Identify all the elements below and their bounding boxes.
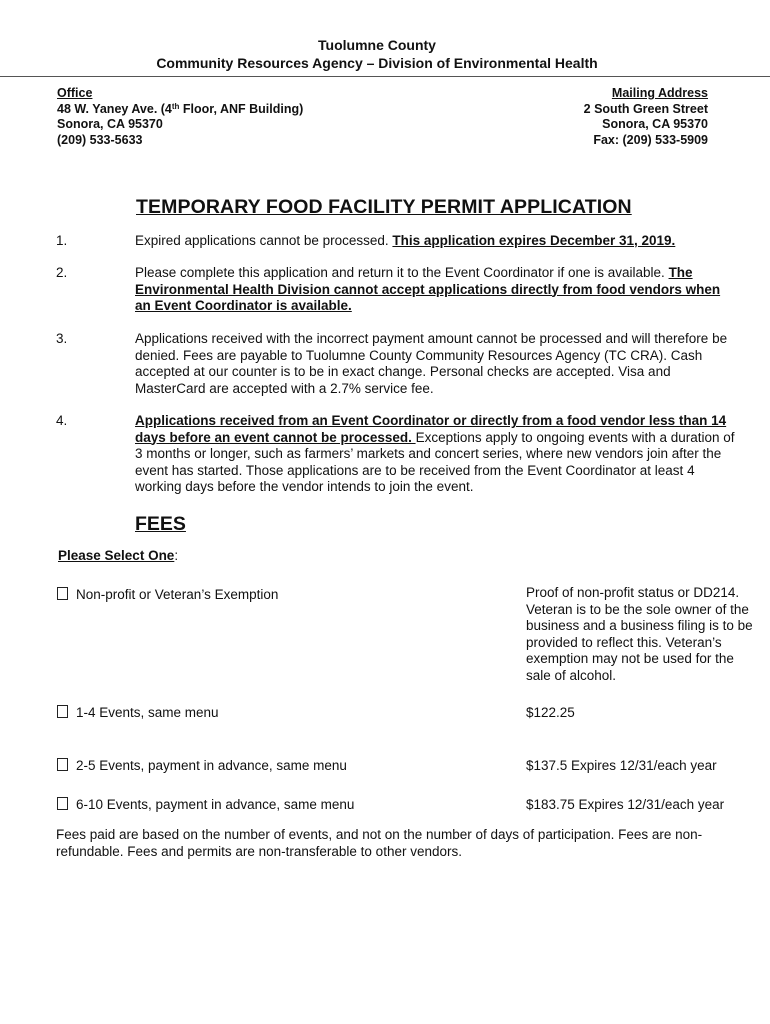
mailing-line1: 2 South Green Street <box>583 101 708 116</box>
checkbox-2-5-events[interactable] <box>57 758 68 771</box>
page-title: TEMPORARY FOOD FACILITY PERMIT APPLICATION <box>136 196 632 218</box>
option-1-4-events-label: 1-4 Events, same menu <box>76 705 219 720</box>
item-4-text <box>135 413 735 496</box>
mailing-line2: Sonora, CA 95370 <box>602 117 708 131</box>
office-line1-a: 48 W. Yaney Ave. (4 <box>57 101 172 116</box>
checkbox-6-10-events[interactable] <box>57 797 68 810</box>
option-nonprofit[interactable] <box>57 587 278 602</box>
office-address <box>57 86 303 148</box>
item-3-number: 3. <box>56 331 68 346</box>
item-1-text-b: This application expires December 31, 2019. <box>392 233 676 248</box>
select-one-colon: : <box>174 548 179 563</box>
mailing-label: Mailing Address <box>611 86 708 100</box>
checkbox-1-4-events[interactable] <box>57 705 68 718</box>
option-6-10-events-label: 6-10 Events, payment in advance, same menu <box>76 797 355 812</box>
item-1-number: 1. <box>56 233 68 248</box>
select-one-text: Please Select One <box>58 548 175 563</box>
mailing-address <box>584 86 708 148</box>
office-line2: Sonora, CA 95370 <box>57 117 163 131</box>
price-1-4-events: $122.25 <box>526 705 575 720</box>
option-6-10-events[interactable] <box>57 797 354 812</box>
item-1-text-a: Expired applications cannot be processed. <box>135 233 393 248</box>
office-line1 <box>57 102 303 118</box>
checkbox-nonprofit[interactable] <box>57 587 68 600</box>
office-line1-sup: th <box>171 101 180 111</box>
price-2-5-events: $137.5 Expires 12/31/each year <box>526 758 717 773</box>
fees-footer-note: Fees paid are based on the number of events, and not on the number of days of participation. Fees are non-refundable. Fees and permits are non-transferable to other vendors. <box>56 827 703 859</box>
option-2-5-events-label: 2-5 Events, payment in advance, same menu <box>76 758 347 773</box>
price-6-10-events: $183.75 Expires 12/31/each year <box>526 797 725 812</box>
header-divider <box>0 76 770 77</box>
item-2-number: 2. <box>56 265 68 280</box>
item-2-text-a: Please complete this application and return it to the Event Coordinator if one is available. <box>135 265 669 280</box>
option-2-5-events[interactable] <box>57 758 347 773</box>
office-phone: (209) 533-5633 <box>57 132 143 147</box>
office-label: Office <box>57 86 93 100</box>
item-4-text-a: Exceptions apply to ongoing events with a duration of 3 months or longer, such as farmers’ markets and concert series, where new vendors join after the event has started. Those applications are to be received from the Event Coordinator at least 4 working days before the vendor intends to join the event. <box>135 429 735 494</box>
item-3-text: Applications received with the incorrect payment amount cannot be processed and will therefore be denied. Fees are payable to Tuolumne County Community Resources Agency (TC CRA). Cash accepted at our counter is to be in exact change. Personal checks are accepted. Visa and MasterCard are accepted with a 2.7% service fee. <box>135 331 728 396</box>
item-1-text <box>135 233 735 250</box>
county-name: Tuolumne County <box>318 37 436 53</box>
office-line1-b: Floor, ANF Building) <box>179 101 304 116</box>
item-4-text-b: Applications received from an Event Coordinator or directly from a food vendor less than 14 days before an event cannot be processed. <box>135 413 727 445</box>
agency-name: Community Resources Agency – Division of Environmental Health <box>156 55 598 71</box>
item-2-text-b: The Environmental Health Division cannot accept applications directly from food vendors when an Event Coordinator is available. <box>135 265 721 313</box>
fees-heading: FEES <box>135 513 186 535</box>
item-4-number: 4. <box>56 413 68 428</box>
select-one-label <box>58 548 178 563</box>
mailing-fax: Fax: (209) 533-5909 <box>593 132 708 147</box>
option-nonprofit-detail: Proof of non-profit status or DD214. Veteran is to be the sole owner of the business and a business filing is to be provided to reflect this. Veteran’s exemption may not be used for the sale of alcohol. <box>526 585 753 683</box>
option-nonprofit-label: Non-profit or Veteran’s Exemption <box>76 587 279 602</box>
item-2-text <box>135 265 735 315</box>
option-1-4-events[interactable] <box>57 705 219 720</box>
